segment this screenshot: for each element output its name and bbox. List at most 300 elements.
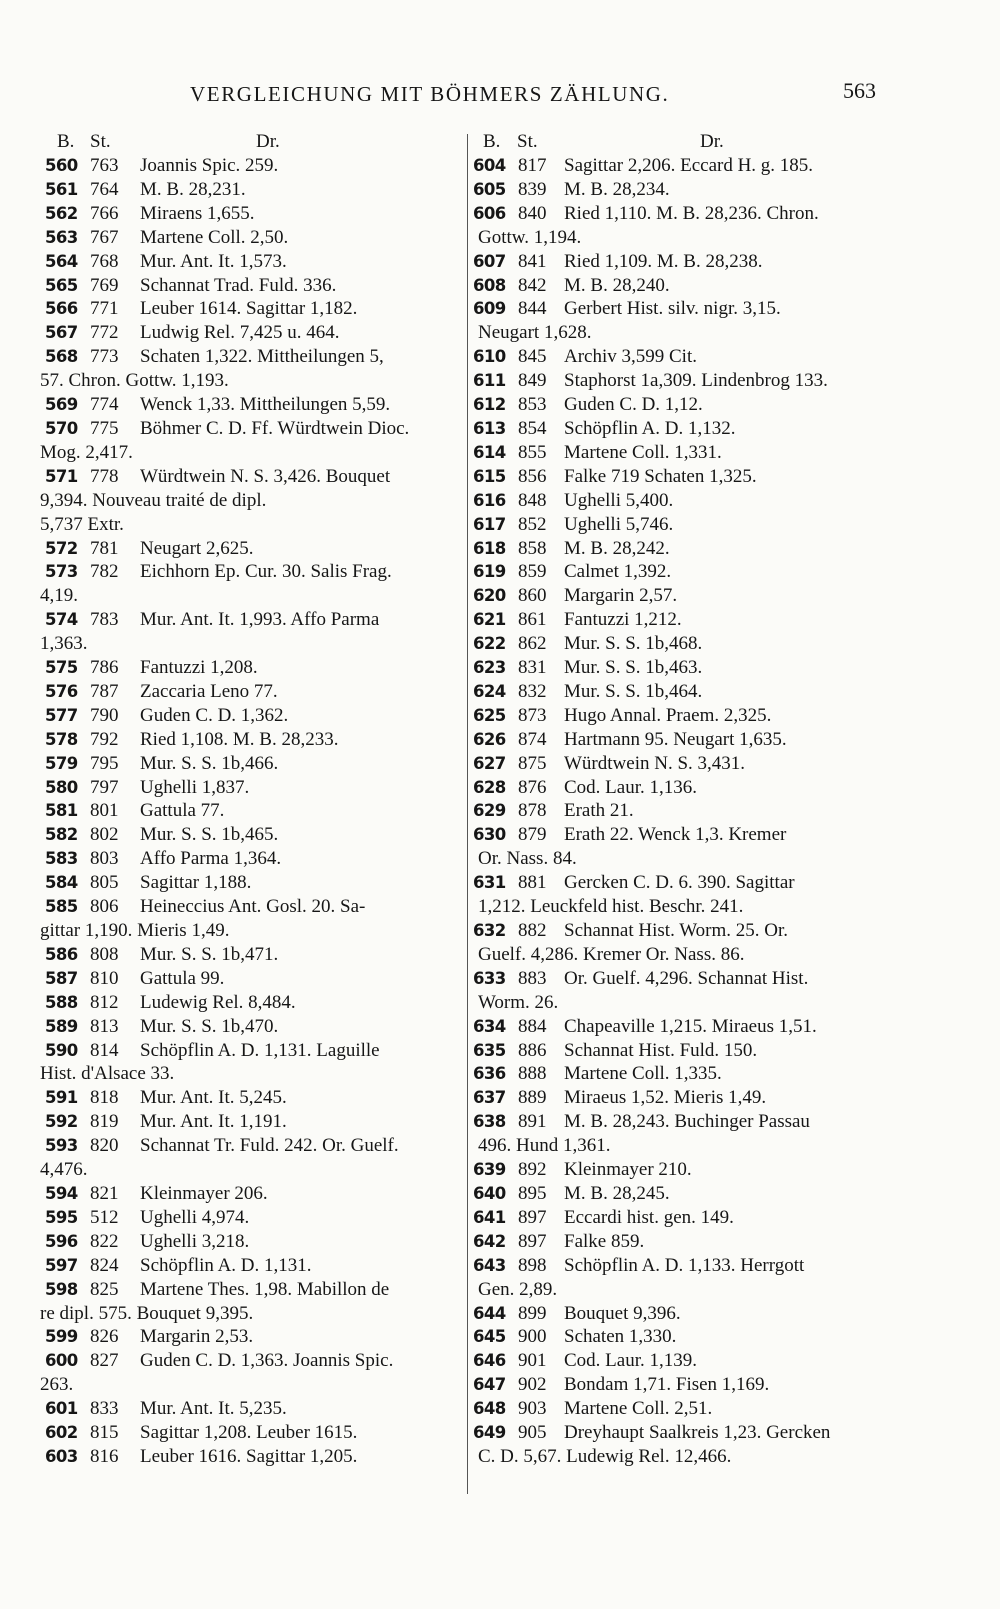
entry-row (40, 537, 470, 561)
entry-dr-reference: Wenck 1,33. Mittheilungen 5,59. (140, 394, 391, 416)
entry-dr-reference: Böhmer C. D. Ff. Würdtwein Dioc. Mog. 2,417. (40, 417, 410, 463)
entry-dr-reference: Ludwig Rel. 7,425 u. 464. (140, 322, 340, 344)
entry-b-number: 572 (45, 538, 78, 558)
entry-dr-reference: Affo Parma 1,364. (140, 848, 282, 870)
entry-st-number: 790 (90, 704, 119, 726)
entry-st-number: 897 (518, 1206, 547, 1228)
entry-dr-reference: Ughelli 3,218. (140, 1230, 250, 1252)
entry-row (40, 1278, 470, 1326)
entry-dr-reference: Miraeus 1,52. Mieris 1,49. (564, 1087, 767, 1109)
entry-dr-reference: Leuber 1616. Sagittar 1,205. (140, 1445, 358, 1467)
entry-st-number: 897 (518, 1230, 547, 1252)
entry-b-number: 647 (473, 1375, 506, 1395)
entry-row (40, 895, 470, 943)
entry-b-number: 598 (45, 1279, 78, 1299)
entry-b-number: 641 (473, 1207, 506, 1227)
entry-b-number: 583 (45, 849, 78, 869)
entry-row (40, 1325, 470, 1349)
entry-b-number: 568 (45, 347, 78, 367)
entry-st-number: 816 (90, 1445, 119, 1467)
entry-row (473, 1373, 928, 1397)
entry-row (473, 608, 928, 632)
entry-b-number: 587 (45, 968, 78, 988)
entry-st-number: 882 (518, 920, 547, 941)
entry-b-number: 581 (45, 801, 78, 821)
entry-row (40, 1397, 470, 1421)
entry-b-number: 624 (473, 681, 506, 701)
entry-row (473, 1039, 928, 1063)
entry-dr-reference: Bouquet 9,396. (564, 1302, 681, 1324)
entry-dr-reference: M. B. 28,231. (140, 178, 246, 200)
entry-st-number: 786 (90, 657, 119, 679)
entry-row (473, 1015, 928, 1039)
entry-row (40, 297, 470, 321)
entry-b-number: 633 (473, 968, 506, 988)
entry-row (473, 680, 928, 704)
entry-dr-reference: Mur. S. S. 1b,470. (140, 1015, 279, 1037)
entry-b-number: 622 (473, 634, 506, 654)
entry-dr-reference: Chapeaville 1,215. Miraeus 1,51. (564, 1015, 817, 1037)
entry-st-number: 874 (518, 728, 547, 750)
entry-st-number: 859 (518, 561, 547, 583)
entry-row (473, 202, 928, 250)
entry-row (40, 608, 470, 656)
entry-st-number: 903 (518, 1398, 547, 1420)
entry-st-number: 899 (518, 1302, 547, 1324)
entry-b-number: 596 (45, 1231, 78, 1251)
entry-row (473, 178, 928, 202)
entry-dr-reference: Mur. S. S. 1b,466. (140, 752, 279, 774)
entry-b-number: 634 (473, 1016, 506, 1036)
entry-dr-reference: Mur. Ant. It. 1,191. (140, 1111, 287, 1133)
entry-row (40, 560, 470, 608)
entry-row (40, 1134, 470, 1182)
entry-row (473, 537, 928, 561)
running-title: VERGLEICHUNG MIT BÖHMERS ZÄHLUNG. (190, 82, 670, 106)
entry-b-number: 586 (45, 944, 78, 964)
entry-st-number: 855 (518, 441, 547, 463)
entry-b-number: 593 (45, 1136, 78, 1156)
entry-st-number: 901 (518, 1350, 547, 1372)
entry-st-number: 873 (518, 704, 547, 726)
entry-dr-reference: Schöpflin A. D. 1,131. (140, 1254, 312, 1276)
column-divider (467, 134, 468, 1494)
entry-dr-reference: Margarin 2,57. (564, 585, 678, 607)
entry-row (473, 1397, 928, 1421)
entry-dr-reference: Heineccius Ant. Gosl. 20. Sa- gittar 1,190. Mieris 1,49. (40, 896, 366, 941)
entry-dr-reference: Hugo Annal. Praem. 2,325. (564, 704, 772, 726)
entry-row (473, 1230, 928, 1254)
entry-b-number: 632 (473, 921, 506, 940)
entry-row (40, 417, 470, 465)
entry-row (473, 369, 928, 393)
entry-st-number: 825 (90, 1278, 119, 1300)
entry-st-number: 832 (518, 680, 547, 702)
entry-dr-reference: Martene Coll. 1,335. (564, 1063, 722, 1085)
entry-st-number: 774 (90, 394, 119, 416)
entry-dr-reference: Calmet 1,392. (564, 561, 672, 583)
entry-b-number: 648 (473, 1399, 506, 1419)
entry-dr-reference: Mur. Ant. It. 5,235. (140, 1398, 287, 1420)
entry-row (40, 1421, 470, 1445)
entry-row (473, 728, 928, 752)
entry-b-number: 567 (45, 323, 78, 343)
entry-st-number: 878 (518, 800, 547, 822)
entry-row (473, 919, 928, 967)
entry-row (40, 871, 470, 895)
entry-b-number: 566 (45, 299, 78, 319)
entry-row (40, 799, 470, 823)
entry-row (473, 297, 928, 345)
entry-dr-reference: M. B. 28,240. (564, 274, 670, 296)
entry-b-number: 642 (473, 1231, 506, 1251)
entry-row (40, 154, 470, 178)
entry-dr-reference: Kleinmayer 210. (564, 1159, 692, 1181)
entry-st-number: 820 (90, 1135, 119, 1157)
entry-row (473, 1349, 928, 1373)
entry-row (473, 1254, 928, 1302)
entry-st-number: 781 (90, 537, 119, 559)
entry-row (473, 1158, 928, 1182)
entry-st-number: 883 (518, 967, 547, 989)
entry-row (473, 154, 928, 178)
entry-dr-reference: Gerbert Hist. silv. nigr. 3,15. Neugart 1,628. (478, 298, 781, 344)
entry-st-number: 905 (518, 1422, 547, 1444)
entry-b-number: 573 (45, 562, 78, 582)
entry-dr-reference: Schöpflin A. D. 1,133. Herrgott Gen. 2,89. (478, 1254, 805, 1300)
entry-st-number: 767 (90, 226, 119, 248)
entry-b-number: 563 (45, 227, 78, 247)
entry-b-number: 608 (473, 275, 506, 295)
entry-st-number: 862 (518, 633, 547, 655)
entry-dr-reference: Schannat Tr. Fuld. 242. Or. Guelf. 4,476. (40, 1135, 399, 1181)
entry-st-number: 888 (518, 1063, 547, 1085)
entry-dr-reference: Gercken C. D. 6. 390. Sagittar 1,212. Leuckfeld hist. Beschr. 241. (478, 872, 795, 918)
entry-row (473, 656, 928, 680)
entry-row (40, 1182, 470, 1206)
entry-b-number: 612 (473, 395, 506, 415)
entry-row (40, 728, 470, 752)
entry-row (40, 345, 470, 393)
entry-row (473, 417, 928, 441)
entry-dr-reference: Joannis Spic. 259. (140, 155, 279, 176)
entry-row (473, 1206, 928, 1230)
entry-st-number: 808 (90, 943, 119, 965)
entry-st-number: 853 (518, 394, 547, 416)
entry-row (40, 1110, 470, 1134)
entry-b-number: 618 (473, 538, 506, 558)
entry-row (40, 393, 470, 417)
entry-dr-reference: Sagittar 2,206. Eccard H. g. 185. (564, 155, 814, 176)
entry-b-number: 617 (473, 514, 506, 534)
entry-st-number: 839 (518, 178, 547, 200)
entry-st-number: 856 (518, 465, 547, 487)
entry-dr-reference: Eccardi hist. gen. 149. (564, 1206, 734, 1228)
entry-st-number: 775 (90, 417, 119, 439)
entry-row (473, 1182, 928, 1206)
right-column (473, 128, 928, 1493)
entry-dr-reference: Or. Guelf. 4,296. Schannat Hist. Worm. 26. (478, 967, 809, 1013)
entry-dr-reference: M. B. 28,245. (564, 1182, 670, 1204)
entry-st-number: 889 (518, 1087, 547, 1109)
entry-row (473, 274, 928, 298)
entry-b-number: 602 (45, 1423, 78, 1443)
entry-dr-reference: Guden C. D. 1,12. (564, 394, 703, 416)
entry-b-number: 637 (473, 1088, 506, 1108)
entry-st-number: 892 (518, 1159, 547, 1181)
entry-row (40, 943, 470, 967)
entry-dr-reference: Archiv 3,599 Cit. (564, 346, 697, 368)
entry-st-number: 827 (90, 1350, 119, 1372)
entry-dr-reference: Neugart 2,625. (140, 537, 254, 559)
entry-b-number: 628 (473, 777, 506, 797)
entry-row (473, 967, 928, 1015)
entry-st-number: 803 (90, 848, 119, 870)
entry-b-number: 609 (473, 299, 506, 319)
entry-b-number: 635 (473, 1040, 506, 1060)
entry-dr-reference: Miraens 1,655. (140, 202, 255, 224)
entry-b-number: 576 (45, 681, 78, 701)
entry-b-number: 630 (473, 825, 506, 845)
entry-st-number: 819 (90, 1111, 119, 1133)
entry-st-number: 831 (518, 657, 547, 679)
entry-dr-reference: Erath 22. Wenck 1,3. Kremer Or. Nass. 84. (478, 824, 787, 870)
entry-st-number: 902 (518, 1374, 547, 1396)
entry-st-number: 801 (90, 800, 119, 822)
entry-dr-reference: Schaten 1,330. (564, 1326, 677, 1348)
entry-st-number: 802 (90, 824, 119, 846)
entry-dr-reference: Mur. S. S. 1b,463. (564, 657, 703, 679)
entry-dr-reference: Eichhorn Ep. Cur. 30. Salis Frag. 4,19. (40, 561, 392, 607)
entry-b-number: 601 (45, 1399, 78, 1419)
entry-st-number: 795 (90, 752, 119, 774)
entry-b-number: 627 (473, 753, 506, 773)
entry-dr-reference: Mur. S. S. 1b,468. (564, 633, 703, 655)
entry-b-number: 619 (473, 562, 506, 582)
entry-b-number: 592 (45, 1112, 78, 1132)
entry-row (40, 752, 470, 776)
entry-b-number: 589 (45, 1016, 78, 1036)
entry-st-number: 821 (90, 1182, 119, 1204)
entry-st-number: 814 (90, 1039, 119, 1061)
entry-row (40, 991, 470, 1015)
entry-st-number: 797 (90, 776, 119, 798)
entry-st-number: 769 (90, 274, 119, 296)
entry-st-number: 860 (518, 585, 547, 607)
entry-row (473, 871, 928, 919)
entry-row (40, 1206, 470, 1230)
entry-st-number: 900 (518, 1326, 547, 1348)
entry-st-number: 810 (90, 967, 119, 989)
entry-st-number: 833 (90, 1398, 119, 1420)
entry-b-number: 579 (45, 753, 78, 773)
entry-row (473, 776, 928, 800)
entry-st-number: 898 (518, 1254, 547, 1276)
entry-row (473, 1421, 928, 1469)
entry-st-number: 826 (90, 1326, 119, 1348)
entry-dr-reference: Schöpflin A. D. 1,131. Laguille Hist. d'Alsace 33. (40, 1039, 380, 1085)
entry-dr-reference: Gattula 99. (140, 967, 225, 989)
entry-row (473, 799, 928, 823)
entry-b-number: 613 (473, 418, 506, 438)
entry-dr-reference: M. B. 28,242. (564, 537, 670, 559)
entry-dr-reference: Schöpflin A. D. 1,132. (564, 417, 736, 439)
entry-b-number: 615 (473, 466, 506, 486)
entry-dr-reference: Sagittar 1,208. Leuber 1615. (140, 1422, 358, 1444)
entry-st-number: 792 (90, 728, 119, 750)
entry-dr-reference: Martene Coll. 2,51. (564, 1398, 713, 1420)
entry-st-number: 852 (518, 513, 547, 535)
entry-b-number: 606 (473, 203, 506, 223)
entry-st-number: 772 (90, 322, 119, 344)
entry-dr-reference: Guden C. D. 1,362. (140, 704, 289, 726)
entry-st-number: 879 (518, 824, 547, 846)
entry-b-number: 610 (473, 347, 506, 367)
entry-dr-reference: Würdtwein N. S. 3,426. Bouquet 9,394. Nouveau traité de dipl. 5,737 Extr. (40, 465, 391, 535)
entry-b-number: 597 (45, 1255, 78, 1275)
left-column (40, 128, 470, 1493)
entry-b-number: 570 (45, 418, 78, 438)
entry-dr-reference: Mur. S. S. 1b,465. (140, 824, 279, 846)
entry-b-number: 571 (45, 466, 78, 486)
entry-row (40, 202, 470, 226)
entry-dr-reference: Hartmann 95. Neugart 1,635. (564, 728, 787, 750)
entry-b-number: 588 (45, 992, 78, 1012)
entry-b-number: 631 (473, 873, 506, 893)
entry-b-number: 614 (473, 442, 506, 462)
entry-dr-reference: Leuber 1614. Sagittar 1,182. (140, 298, 358, 320)
entry-b-number: 600 (45, 1351, 78, 1371)
entry-st-number: 805 (90, 872, 119, 894)
entry-dr-reference: Bondam 1,71. Fisen 1,169. (564, 1374, 770, 1396)
entry-b-number: 620 (473, 586, 506, 606)
entry-row (40, 1254, 470, 1278)
entry-b-number: 582 (45, 825, 78, 845)
entry-row (473, 250, 928, 274)
column-header-row (478, 128, 928, 154)
entry-b-number: 646 (473, 1351, 506, 1371)
entry-row (40, 1230, 470, 1254)
entry-b-number: 649 (473, 1423, 506, 1443)
entry-b-number: 577 (45, 705, 78, 725)
column-header-dr: Dr. (256, 131, 280, 152)
entry-b-number: 584 (45, 873, 78, 893)
entry-b-number: 560 (45, 156, 78, 175)
entry-row (40, 680, 470, 704)
entry-b-number: 644 (473, 1303, 506, 1323)
column-header-dr: Dr. (700, 131, 724, 152)
column-header-st: St. (90, 131, 111, 152)
entry-row (473, 823, 928, 871)
entry-row (40, 776, 470, 800)
entry-row (473, 1062, 928, 1086)
entry-st-number: 876 (518, 776, 547, 798)
entry-b-number: 639 (473, 1160, 506, 1180)
entry-b-number: 645 (473, 1327, 506, 1347)
entry-row (473, 393, 928, 417)
entry-b-number: 575 (45, 658, 78, 678)
entry-dr-reference: Schannat Hist. Worm. 25. Or. Guelf. 4,286. Kremer Or. Nass. 86. (478, 920, 788, 965)
entry-b-number: 643 (473, 1255, 506, 1275)
entry-st-number: 884 (518, 1015, 547, 1037)
entry-b-number: 569 (45, 395, 78, 415)
entry-b-number: 580 (45, 777, 78, 797)
entry-st-number: 787 (90, 680, 119, 702)
entry-row (40, 1349, 470, 1397)
entry-dr-reference: Schaten 1,322. Mittheilungen 5, 57. Chron. Gottw. 1,193. (40, 346, 384, 392)
entry-dr-reference: Ludewig Rel. 8,484. (140, 991, 296, 1013)
entry-b-number: 621 (473, 610, 506, 630)
entry-st-number: 845 (518, 346, 547, 368)
entry-st-number: 881 (518, 872, 547, 894)
entry-row (40, 178, 470, 202)
entry-st-number: 841 (518, 250, 547, 272)
entry-dr-reference: Cod. Laur. 1,136. (564, 776, 697, 798)
entry-st-number: 822 (90, 1230, 119, 1252)
entry-st-number: 778 (90, 465, 119, 487)
entry-row (40, 1086, 470, 1110)
entry-dr-reference: Mur. S. S. 1b,464. (564, 680, 703, 702)
entry-st-number: 886 (518, 1039, 547, 1061)
entry-b-number: 636 (473, 1064, 506, 1084)
column-header-b: B. (483, 131, 501, 152)
left-entry-list (40, 154, 470, 1469)
entry-row (40, 967, 470, 991)
entry-row (473, 1110, 928, 1158)
entry-b-number: 616 (473, 490, 506, 510)
entry-row (40, 704, 470, 728)
entry-st-number: 895 (518, 1182, 547, 1204)
entry-dr-reference: Ried 1,108. M. B. 28,233. (140, 728, 339, 750)
entry-st-number: 854 (518, 417, 547, 439)
entry-b-number: 591 (45, 1088, 78, 1108)
entry-dr-reference: Kleinmayer 206. (140, 1182, 268, 1204)
entry-st-number: 763 (90, 155, 119, 176)
entry-row (473, 560, 928, 584)
entry-dr-reference: Mur. Ant. It. 1,573. (140, 250, 287, 272)
entry-row (40, 823, 470, 847)
entry-st-number: 806 (90, 896, 119, 918)
entry-dr-reference: Guden C. D. 1,363. Joannis Spic. 263. (40, 1350, 394, 1396)
entry-row (473, 345, 928, 369)
right-entry-list (473, 154, 928, 1469)
entry-st-number: 782 (90, 561, 119, 583)
entry-b-number: 604 (473, 156, 506, 175)
entry-st-number: 842 (518, 274, 547, 296)
page-number: 563 (843, 78, 876, 103)
entry-row (40, 226, 470, 250)
entry-dr-reference: Martene Coll. 2,50. (140, 226, 289, 248)
entry-dr-reference: Fantuzzi 1,212. (564, 609, 682, 631)
entry-b-number: 565 (45, 275, 78, 295)
entry-dr-reference: Martene Coll. 1,331. (564, 441, 722, 463)
entry-b-number: 605 (473, 179, 506, 199)
entry-st-number: 858 (518, 537, 547, 559)
entry-dr-reference: Staphorst 1a,309. Lindenbrog 133. (564, 370, 828, 392)
entry-dr-reference: Erath 21. (564, 800, 634, 822)
entry-st-number: 768 (90, 250, 119, 272)
page-header (0, 78, 1000, 114)
entry-st-number: 773 (90, 346, 119, 368)
entry-row (40, 465, 470, 537)
entry-row (473, 441, 928, 465)
entry-b-number: 595 (45, 1207, 78, 1227)
entry-dr-reference: Fantuzzi 1,208. (140, 657, 258, 679)
entry-row (473, 513, 928, 537)
entry-b-number: 562 (45, 203, 78, 223)
entry-dr-reference: Mur. Ant. It. 5,245. (140, 1087, 287, 1109)
entry-dr-reference: Dreyhaupt Saalkreis 1,23. Gercken C. D. 5,67. Ludewig Rel. 12,466. (478, 1422, 831, 1467)
